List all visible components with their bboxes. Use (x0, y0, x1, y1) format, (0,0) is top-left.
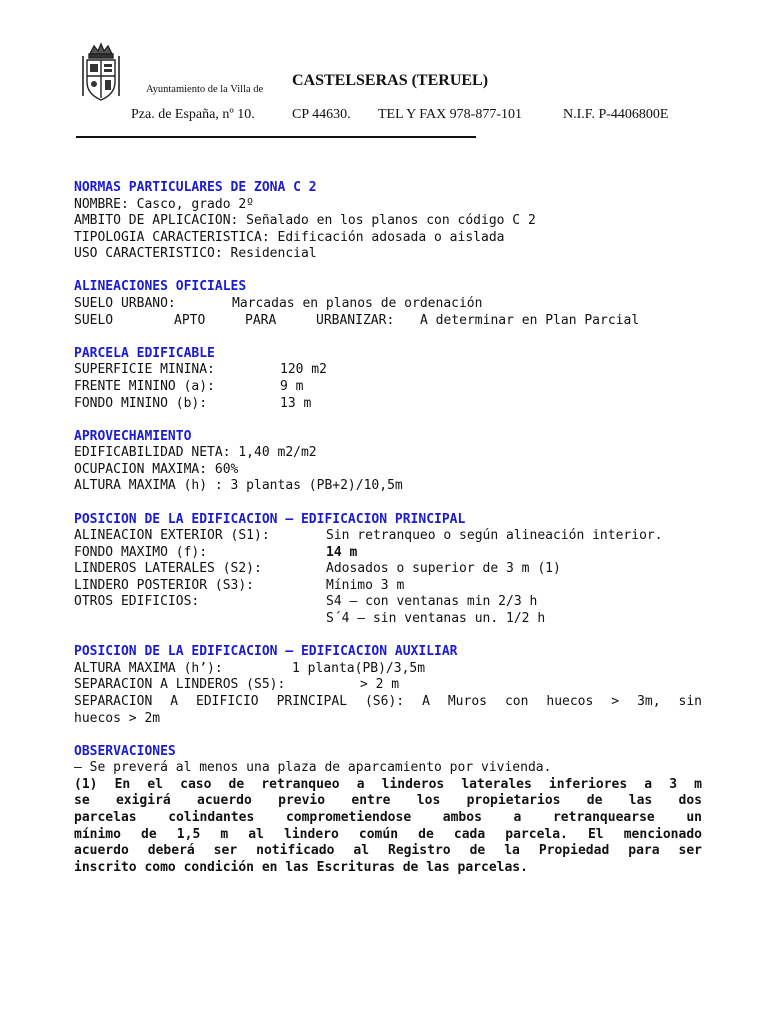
villa-prefix: Ayuntamiento de la Villa de (146, 84, 264, 95)
section-title-zona: NORMAS PARTICULARES DE ZONA C 2 (74, 180, 317, 195)
auxiliar-label: ALTURA MAXIMA (h’): (74, 660, 223, 676)
auxiliar-value: 1 planta(PB)/3,5m (292, 660, 426, 676)
suelo-apto-value: A determinar en Plan Parcial (420, 312, 640, 328)
document-body (74, 180, 702, 876)
suelo-urbano-value: Marcadas en planos de ordenación (232, 296, 483, 312)
zona-line: NOMBRE: Casco, grado 2º (74, 196, 255, 212)
observaciones-note-line: mínimo de 1,5 m al lindero común de cada parcela. El mencionado (74, 826, 702, 842)
principal-row (74, 561, 702, 578)
principal-value: Mínimo 3 m (326, 577, 405, 593)
principal-row (74, 545, 702, 562)
suelo-apto-row (74, 313, 702, 330)
parcela-label: FRENTE MININO (a): (74, 378, 215, 394)
fondo-maximo-value: 14 m (326, 544, 358, 560)
address-cp: CP 44630. (292, 107, 351, 122)
parcela-value: 9 m (280, 378, 304, 394)
principal-label: FONDO MAXIMO (f): (74, 544, 208, 560)
zona-line: USO CARACTERISTICO: Residencial (74, 246, 317, 262)
principal-row (74, 594, 702, 611)
auxiliar-row (74, 677, 702, 694)
principal-value: S4 – con ventanas min 2/3 h (326, 594, 538, 610)
suelo-apto-word: PARA (245, 312, 277, 328)
header-divider (76, 136, 476, 138)
aprovechamiento-line: ALTURA MAXIMA (h) : 3 plantas (PB+2)/10,5m (74, 478, 403, 494)
suelo-urbano-row (74, 296, 702, 313)
parcela-value: 13 m (280, 395, 312, 411)
principal-row (74, 578, 702, 595)
principal-value: S´4 – sin ventanas un. 1/2 h (326, 611, 546, 627)
auxiliar-value: > 2 m (360, 677, 400, 693)
town-name: CASTELSERAS (TERUEL) (292, 72, 489, 89)
principal-row (74, 611, 702, 628)
auxiliar-row (74, 661, 702, 678)
section-title-aprovechamiento: APROVECHAMIENTO (74, 428, 192, 444)
aprovechamiento-line: OCUPACION MAXIMA: 60% (74, 461, 239, 477)
principal-value: Adosados o superior de 3 m (1) (326, 561, 561, 577)
principal-label: ALINEACION EXTERIOR (S1): (74, 528, 270, 544)
zona-line: TIPOLOGIA CARACTERISTICA: Edificación adosada o aislada (74, 229, 505, 245)
principal-row (74, 528, 702, 545)
observaciones-note-line: se exigirá acuerdo previo entre los propietarios de las dos (74, 793, 702, 809)
address-tel: TEL Y FAX 978-877-101 (378, 107, 522, 122)
auxiliar-label: SEPARACION A LINDEROS (S5): (74, 677, 286, 693)
parcela-row (74, 396, 702, 413)
principal-label: OTROS EDIFICIOS: (74, 594, 200, 610)
observaciones-line: – Se preverá al menos una plaza de aparcamiento por vivienda. (74, 760, 552, 776)
principal-value: Sin retranqueo o según alineación interior. (326, 528, 663, 544)
aprovechamiento-line: EDIFICABILIDAD NETA: 1,40 m2/m2 (74, 445, 317, 461)
section-title-principal: POSICION DE LA EDIFICACION – EDIFICACION PRINCIPAL (74, 511, 466, 527)
auxiliar-edificio-line: SEPARACION A EDIFICIO PRINCIPAL (S6): A Muros con huecos > 3m, sin (74, 693, 702, 709)
principal-label: LINDERO POSTERIOR (S3): (74, 577, 255, 593)
parcela-value: 120 m2 (280, 362, 327, 378)
parcela-row (74, 362, 702, 379)
town-crest-icon (80, 42, 122, 104)
parcela-row (74, 379, 702, 396)
observaciones-note-line: inscrito como condición en las Escrituras de las parcelas. (74, 859, 528, 875)
section-title-auxiliar: POSICION DE LA EDIFICACION – EDIFICACION AUXILIAR (74, 644, 458, 660)
parcela-label: SUPERFICIE MININA: (74, 362, 215, 378)
observaciones-note-line: parcelas colindantes comprometiendose ambos a retranquearse un (74, 810, 702, 825)
suelo-urbano-label: SUELO URBANO: (74, 296, 176, 312)
section-title-alineaciones: ALINEACIONES OFICIALES (74, 279, 247, 295)
principal-label: LINDEROS LATERALES (S2): (74, 561, 262, 577)
auxiliar-edificio-line: huecos > 2m (74, 710, 161, 726)
address-street: Pza. de España, nº 10. (131, 107, 255, 122)
section-title-observaciones: OBSERVACIONES (74, 743, 176, 759)
address-nif: N.I.F. P-4406800E (563, 107, 669, 122)
observaciones-note-line: (1) En el caso de retranqueo a linderos laterales inferiores a 3 m (74, 776, 702, 792)
section-title-parcela: PARCELA EDIFICABLE (74, 345, 215, 361)
zona-line: AMBITO DE APLICACION: Señalado en los planos con código C 2 (74, 213, 536, 229)
observaciones-note-line: acuerdo deberá ser notificado al Registro de la Propiedad para ser (74, 843, 702, 859)
suelo-apto-word: SUELO (74, 312, 114, 328)
parcela-label: FONDO MININO (b): (74, 395, 208, 411)
suelo-apto-word: URBANIZAR: (316, 312, 395, 328)
suelo-apto-word: APTO (174, 312, 206, 328)
